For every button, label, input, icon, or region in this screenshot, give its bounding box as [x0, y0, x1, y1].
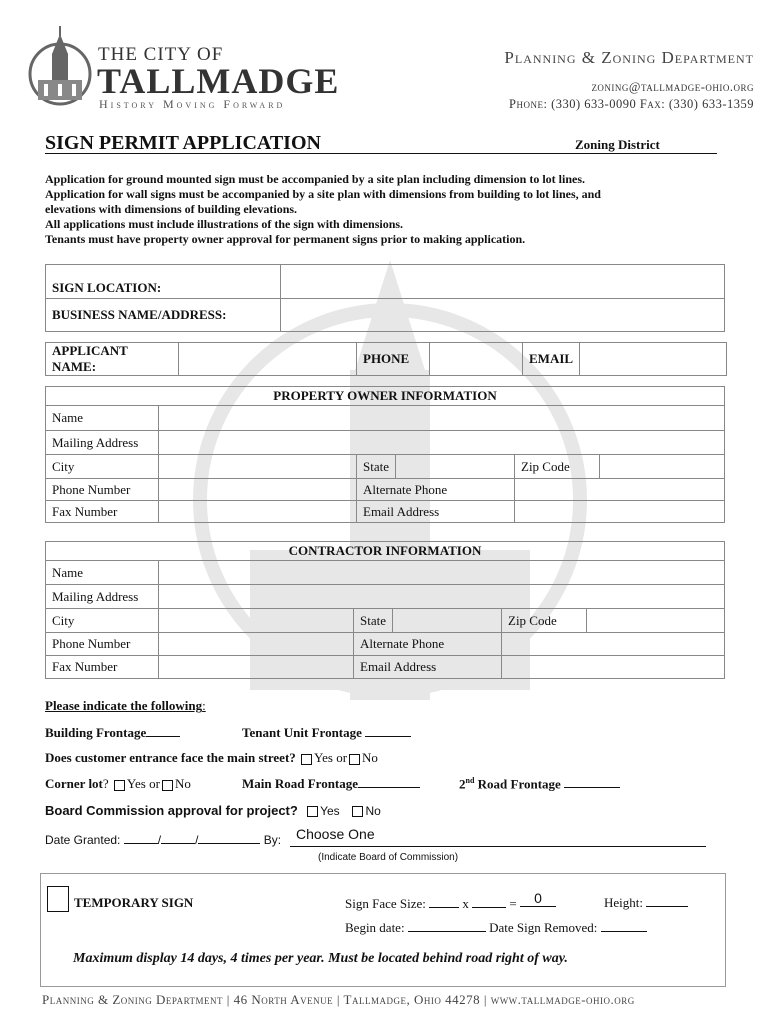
instruction-line: Application for wall signs must be accompanied by a site plan with dimensions from building to lot lines, and	[45, 187, 601, 201]
corner-lot-row: Corner lot? Yes or No	[45, 776, 191, 791]
contractor-zip-label: Zip Code	[502, 609, 587, 633]
sign-location-label: SIGN LOCATION:	[46, 265, 281, 299]
board-question: Board Commission approval for project?	[45, 803, 298, 818]
tagline: History Moving Forward	[99, 97, 286, 111]
contractor-state-field[interactable]	[393, 609, 502, 633]
phone-field[interactable]	[430, 343, 523, 376]
email-field[interactable]	[580, 343, 727, 376]
sign-face-total-value: 0	[534, 890, 542, 906]
instruction-line: All applications must include illustrations of the sign with dimensions.	[45, 217, 404, 231]
contractor-phone-label: Phone Number	[46, 633, 159, 656]
contractor-city-field[interactable]	[159, 609, 354, 633]
second-road-label: Road Frontage	[477, 776, 561, 792]
instruction-line: elevations with dimensions of building elevations.	[45, 202, 298, 216]
corner-lot-or-label: or	[149, 776, 160, 791]
begin-date-label: Begin date:	[345, 920, 405, 935]
instructions	[45, 172, 725, 247]
corner-lot-yes-label: Yes	[126, 776, 146, 791]
city-name: TALLMADGE	[97, 61, 340, 101]
contractor-name-field[interactable]	[159, 561, 725, 585]
instruction-line: Tenants must have property owner approval for permanent signs prior to making application.	[45, 232, 526, 246]
height-label: Height:	[604, 895, 643, 910]
contractor-fax-field[interactable]	[159, 656, 354, 679]
temporary-sign-label: TEMPORARY SIGN	[74, 895, 194, 910]
zoning-district-label: Zoning District	[575, 137, 660, 152]
owner-mailing-field[interactable]	[159, 431, 725, 455]
contractor-alt-phone-label: Alternate Phone	[354, 633, 502, 656]
indicate-heading: Please indicate the following:	[45, 698, 206, 713]
owner-email-label: Email Address	[357, 501, 515, 523]
owner-phone-label: Phone Number	[46, 479, 159, 501]
footer-text: Planning & Zoning Department | 46 North Avenue | Tallmadge, Ohio 44278 | www.tallmadge-ohio.org	[42, 992, 635, 1007]
phone-label: PHONE	[357, 343, 430, 376]
begin-date-field[interactable]	[408, 931, 486, 932]
contractor-city-label: City	[46, 609, 159, 633]
sign-location-table	[45, 264, 725, 332]
contractor-mailing-label: Mailing Address	[46, 585, 159, 609]
building-frontage-field[interactable]	[146, 736, 180, 737]
sign-face-label: Sign Face Size:	[345, 896, 426, 911]
indicate-heading-text: Please indicate the following	[45, 698, 203, 713]
entrance-no-label: No	[362, 750, 378, 765]
contractor-fax-label: Fax Number	[46, 656, 159, 679]
main-road-label: Main Road Frontage	[242, 776, 359, 791]
date-granted-row: Date Granted: / / By:	[45, 833, 282, 847]
contractor-name-label: Name	[46, 561, 159, 585]
owner-zip-field[interactable]	[600, 455, 725, 479]
main-road-field[interactable]	[358, 787, 420, 788]
contractor-table	[45, 541, 725, 679]
entrance-row	[45, 750, 378, 766]
owner-zip-label: Zip Code	[515, 455, 600, 479]
department-phone-fax: Phone: (330) 633-0090 Fax: (330) 633-1359	[509, 97, 754, 111]
business-field[interactable]	[281, 299, 725, 332]
owner-name-field[interactable]	[159, 406, 725, 431]
contractor-state-label: State	[354, 609, 393, 633]
board-select[interactable]	[290, 826, 706, 847]
date-removed-label: Date Sign Removed:	[489, 920, 598, 935]
entrance-no-checkbox[interactable]	[349, 754, 360, 765]
form-title: SIGN PERMIT APPLICATION	[45, 132, 321, 154]
corner-lot-yes-checkbox[interactable]	[114, 780, 125, 791]
owner-city-field[interactable]	[159, 455, 357, 479]
owner-city-label: City	[46, 455, 159, 479]
second-road-number: 2	[459, 776, 466, 792]
corner-lot-no-label: No	[174, 776, 191, 791]
owner-fax-field[interactable]	[159, 501, 357, 523]
board-row	[45, 803, 381, 818]
applicant-table	[45, 342, 727, 376]
owner-state-field[interactable]	[396, 455, 515, 479]
entrance-yes-label: Yes	[314, 750, 333, 765]
temporary-note: Maximum display 14 days, 4 times per year. Must be located behind road right of way.	[73, 951, 568, 966]
contractor-alt-phone-field[interactable]	[502, 633, 725, 656]
owner-alt-phone-label: Alternate Phone	[357, 479, 515, 501]
department-email: zoning@tallmadge-ohio.org	[591, 80, 754, 94]
date-removed-field[interactable]	[601, 931, 647, 932]
applicant-label: APPLICANT NAME:	[46, 343, 179, 376]
tenant-frontage-row	[242, 725, 411, 741]
second-road-row	[459, 776, 620, 792]
entrance-yes-checkbox[interactable]	[301, 754, 312, 765]
tenant-frontage-field[interactable]	[365, 736, 411, 737]
date-granted-month[interactable]	[124, 843, 158, 844]
corner-lot-no-checkbox[interactable]	[162, 780, 173, 791]
contractor-email-field[interactable]	[502, 656, 725, 679]
sign-location-field[interactable]	[281, 265, 725, 299]
instruction-line: Application for ground mounted sign must be accompanied by a site plan including dimension to lot lines.	[45, 172, 585, 186]
business-label: BUSINESS NAME/ADDRESS:	[46, 299, 281, 332]
board-select-value: Choose One	[296, 826, 375, 842]
sign-face-total-field[interactable]	[520, 890, 556, 907]
owner-mailing-label: Mailing Address	[46, 431, 159, 455]
sign-face-row	[345, 890, 556, 912]
building-frontage-row	[45, 725, 180, 741]
sign-face-eq: =	[509, 896, 517, 911]
email-label: EMAIL	[523, 343, 580, 376]
applicant-field[interactable]	[179, 343, 357, 376]
tallmadge-logo-icon	[26, 24, 94, 112]
temporary-sign-checkbox[interactable]	[47, 886, 69, 912]
property-owner-heading: PROPERTY OWNER INFORMATION	[46, 387, 725, 406]
title-rule	[45, 153, 717, 154]
board-yes-checkbox[interactable]	[307, 806, 318, 817]
contractor-zip-field[interactable]	[587, 609, 725, 633]
board-no-checkbox[interactable]	[352, 806, 363, 817]
city-of-text: THE CITY OF	[98, 44, 224, 65]
owner-name-label: Name	[46, 406, 159, 431]
contractor-email-label: Email Address	[354, 656, 502, 679]
owner-fax-label: Fax Number	[46, 501, 159, 523]
contractor-phone-field[interactable]	[159, 633, 354, 656]
sign-face-x: x	[462, 896, 469, 911]
board-no-label: No	[365, 804, 381, 818]
height-field[interactable]	[646, 906, 688, 907]
date-granted-year[interactable]	[198, 843, 260, 844]
contractor-mailing-field[interactable]	[159, 585, 725, 609]
sign-face-width-field[interactable]	[429, 907, 459, 908]
department-title: Planning & Zoning Department	[504, 48, 754, 67]
indicate-board-caption: (Indicate Board of Commission)	[318, 852, 459, 863]
second-road-field[interactable]	[564, 787, 620, 788]
date-granted-day[interactable]	[161, 843, 195, 844]
dates-row	[345, 920, 647, 936]
contractor-heading: CONTRACTOR INFORMATION	[46, 542, 725, 561]
tenant-frontage-label: Tenant Unit Frontage	[242, 725, 362, 740]
date-granted-label: Date Granted:	[45, 833, 121, 847]
height-row	[604, 895, 688, 911]
entrance-or-label: or	[336, 750, 348, 765]
owner-phone-field[interactable]	[159, 479, 357, 501]
board-yes-label: Yes	[320, 804, 340, 818]
sign-face-height-field[interactable]	[472, 907, 506, 908]
property-owner-table	[45, 386, 725, 523]
by-label: By:	[263, 833, 282, 847]
main-road-row	[242, 776, 420, 792]
corner-lot-label: Corner lot	[45, 776, 103, 791]
owner-state-label: State	[357, 455, 396, 479]
owner-email-field[interactable]	[515, 501, 725, 523]
entrance-question: Does customer entrance face the main street?	[45, 750, 296, 765]
owner-alt-phone-field[interactable]	[515, 479, 725, 501]
building-frontage-label: Building Frontage	[45, 725, 147, 740]
second-road-sup: nd	[465, 776, 475, 785]
